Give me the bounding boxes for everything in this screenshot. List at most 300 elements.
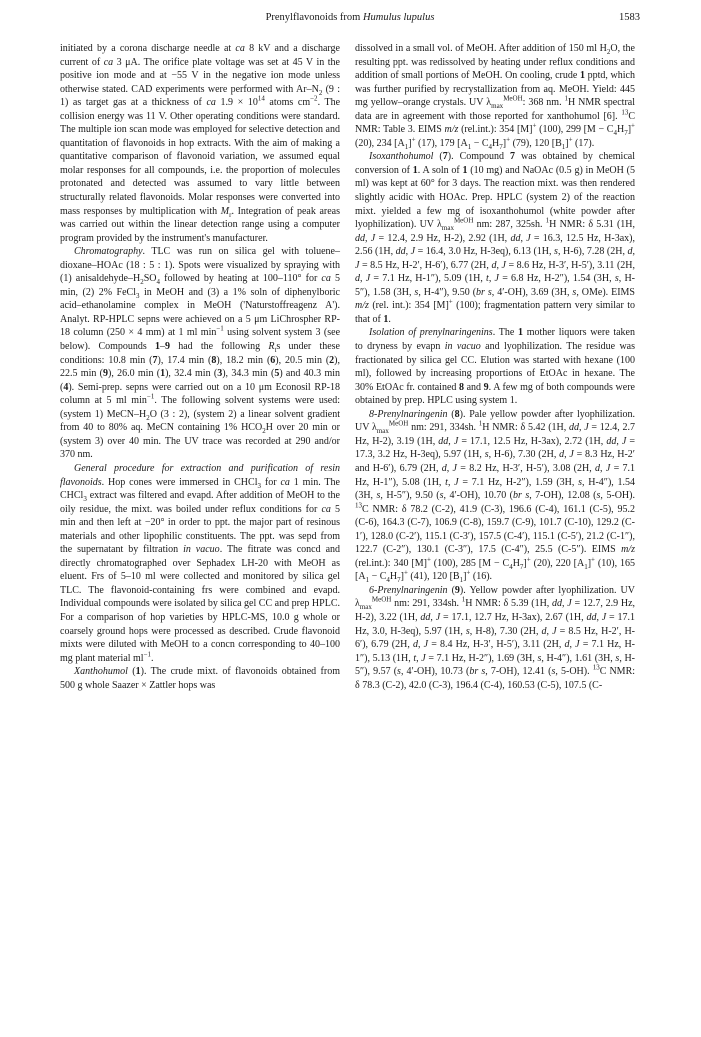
text-run: , H-6), 7.30 (2H, bbox=[488, 449, 560, 461]
text-run: , H-4″), 1.54 (3H, bbox=[355, 476, 635, 502]
text-run: 5 min, (2) 2% FeCl bbox=[60, 273, 340, 298]
text-run: J bbox=[526, 232, 531, 244]
text-run: = 8.5 Hz, H-2′, H-6′), 6.77 (2H, bbox=[359, 259, 492, 271]
text-run: m/z bbox=[444, 124, 459, 136]
text-run: max bbox=[359, 603, 372, 612]
paragraph-p5 bbox=[355, 42, 635, 150]
text-run: ). Compound bbox=[447, 151, 510, 163]
text-run: = 8.3 Hz, H-2′ and H-6′), 6.79 (2H, bbox=[355, 449, 635, 474]
text-run: , H-5″), 9.50 ( bbox=[380, 490, 440, 502]
text-run: s bbox=[397, 666, 401, 678]
text-run: , bbox=[446, 462, 453, 474]
text-run: , bbox=[520, 232, 527, 244]
text-run: dd bbox=[586, 611, 597, 623]
text-run: 6 bbox=[270, 354, 276, 366]
text-run: s bbox=[596, 490, 601, 502]
text-run: ] bbox=[587, 557, 592, 569]
text-run: ] bbox=[502, 137, 507, 149]
text-run: , bbox=[365, 232, 371, 244]
right-column bbox=[355, 42, 635, 692]
text-run: 4 bbox=[613, 129, 617, 138]
text-run: was obtained by chemical conversion of bbox=[355, 151, 635, 176]
text-run: (100), 299 [M − C bbox=[536, 124, 614, 136]
text-run: 1.9 × 10 bbox=[215, 97, 258, 109]
text-run: s bbox=[414, 286, 419, 298]
text-run: s bbox=[484, 449, 489, 461]
text-run: 1 bbox=[383, 313, 389, 325]
text-run: ] bbox=[523, 557, 527, 569]
text-run: + bbox=[532, 121, 537, 130]
text-run: 7 bbox=[442, 151, 448, 163]
text-run: , bbox=[360, 273, 366, 285]
text-run: s bbox=[615, 652, 620, 664]
text-run: d bbox=[491, 259, 497, 271]
text-run: , H-5″), 9.57 ( bbox=[355, 652, 635, 678]
text-run: t bbox=[486, 273, 489, 285]
text-run: , bbox=[546, 625, 553, 637]
text-run: , bbox=[416, 652, 422, 664]
text-run: , H-8), 7.30 (2H, bbox=[469, 625, 542, 637]
text-run: br s bbox=[476, 286, 492, 298]
text-run: J bbox=[454, 476, 459, 488]
text-run: d bbox=[595, 462, 601, 474]
text-run: 9 bbox=[102, 368, 108, 380]
text-run: (17). bbox=[572, 137, 595, 149]
text-run: , H-5″), 1.58 (3H, bbox=[355, 273, 636, 298]
text-run: H bbox=[616, 124, 625, 136]
running-title bbox=[60, 12, 640, 23]
text-run: ca bbox=[280, 476, 290, 488]
text-run: dd bbox=[438, 435, 449, 447]
paragraph-p1 bbox=[60, 42, 340, 245]
text-run: , bbox=[564, 449, 570, 461]
text-run: 1 bbox=[412, 164, 418, 176]
text-run: ), 32.4 min ( bbox=[165, 368, 218, 380]
text-run: in MeOH and (3) a 1% soln of diphenylboric acid–ethanolamine complex in MeOH ('Naturstoffreagenz A'). Analyt. RP-HPLC sepns were achieved on a 5 μm LiChrospher RP-18 column (250 × 4 mm) at 1 ml min bbox=[60, 286, 341, 339]
paragraph-p6 bbox=[355, 150, 635, 326]
text-run: ] bbox=[463, 571, 467, 583]
text-run: (100); fragmentation pattern very similar to that of bbox=[355, 300, 635, 325]
text-run: 1 bbox=[461, 596, 466, 605]
text-run: −1 bbox=[216, 325, 224, 334]
text-run: , 4′-OH), 10.70 ( bbox=[443, 490, 513, 502]
text-run: H bbox=[492, 137, 500, 149]
text-run: 1 bbox=[579, 70, 585, 82]
text-run: and lyophilization. The residue was fractionated by silica gel CC. Elution was started with hexane (100 ml), followed by increasing proportions of EtOAc in hexane. The 30% EtOAc fr. contained bbox=[355, 341, 635, 393]
text-run: nm: 287, 325sh. bbox=[473, 219, 546, 231]
text-run: J bbox=[584, 422, 589, 434]
text-run: . Integration of peak areas was carried out within the linear detection range using a computer program provided by the instrument's manufacturer. bbox=[60, 205, 340, 244]
text-run: max bbox=[491, 102, 504, 111]
text-run: 1 bbox=[404, 142, 409, 151]
text-run: 1 bbox=[478, 419, 483, 428]
text-run: J bbox=[435, 611, 441, 623]
text-run: , 5-OH). bbox=[600, 490, 635, 502]
text-run: 8-Prenylnaringenin bbox=[369, 408, 448, 420]
text-run: + bbox=[631, 121, 635, 130]
text-run: 7 bbox=[499, 142, 503, 151]
paragraph-p7 bbox=[355, 326, 635, 407]
text-run: J bbox=[453, 435, 459, 447]
text-run: 3 bbox=[217, 368, 223, 380]
text-run: d bbox=[559, 449, 565, 461]
text-run: = 17.1 Hz, 3.0, H-3eq), 5.97 (1H, bbox=[355, 611, 636, 637]
text-run: J bbox=[370, 232, 376, 244]
text-run: J bbox=[569, 449, 574, 461]
text-run: , 5-OH). bbox=[555, 666, 593, 678]
text-run: d bbox=[627, 246, 633, 258]
text-run: = 17.1, 12.7 Hz, H-3ax), 2.67 (1H, bbox=[440, 611, 587, 623]
text-run: d bbox=[564, 639, 570, 651]
text-run: 1 bbox=[459, 576, 464, 585]
text-run: = 7.1 Hz, H-2″), 1.69 (3H, bbox=[425, 652, 538, 664]
text-run: 4 bbox=[509, 562, 513, 571]
text-run: s bbox=[376, 490, 381, 502]
text-run: dd bbox=[355, 232, 365, 244]
text-run: br s bbox=[513, 490, 530, 502]
text-run: (9 : 1) as target gas at a thickness of bbox=[60, 83, 341, 109]
text-run: 4 bbox=[488, 142, 493, 151]
text-run: ) and 40.3 min ( bbox=[60, 368, 341, 393]
text-run: . TLC was run on silica gel with toluene–dioxane–HOAc (18 : 5 : 1). Spots were visualized by spraying with (1) anisaldehyde–H bbox=[60, 246, 340, 285]
text-run: + bbox=[506, 135, 511, 144]
text-run: 9 bbox=[165, 341, 170, 353]
running-title-species: Humulus lupulus bbox=[362, 12, 435, 23]
text-run: ca bbox=[235, 43, 245, 54]
text-run: ( bbox=[433, 151, 443, 163]
text-run: dd bbox=[510, 232, 521, 244]
text-run: (10 mg) and NaOAc (0.5 g) in MeOH (5 ml) was kept at 60° for 3 days. The reaction mixt. was then rendered slightly acidic with HOAc. Prep. HPLC (system 2) of the reaction mixt. yielded a few mg of isoxanthohumol (white powder after lyophilization). UV λ bbox=[355, 164, 635, 231]
text-run: s bbox=[614, 273, 619, 285]
text-run: ). The crude mixt. of flavonoids obtained from 500 g whole Saazer × Zattler hops was bbox=[60, 666, 340, 691]
text-run: 1 bbox=[135, 666, 141, 678]
text-run: = 7.1 Hz, H-1″), 5.08 (1H, bbox=[355, 462, 636, 488]
text-run: + bbox=[403, 569, 408, 577]
text-run: 8 kV and a discharge current of bbox=[60, 43, 340, 68]
text-run: = 12.4, 2.9 Hz, H-2), 2.92 (1H, bbox=[375, 232, 511, 244]
text-run: s bbox=[578, 476, 582, 488]
text-run: + bbox=[411, 135, 416, 144]
paragraph-p9 bbox=[355, 584, 635, 692]
text-run: J bbox=[552, 625, 557, 637]
text-run: using solvent system 3 (see below). Compounds bbox=[60, 327, 341, 353]
text-run: 1 bbox=[155, 341, 160, 353]
text-run: t bbox=[413, 652, 417, 664]
text-run: O (3 : 2), (system 2) a linear solvent gradient from 40 to 80% aq. MeCN containing 1% HCO bbox=[60, 408, 340, 434]
text-run: J bbox=[605, 462, 611, 474]
text-run: −2 bbox=[310, 94, 318, 103]
text-run: d bbox=[541, 625, 547, 637]
text-run: atoms cm bbox=[264, 97, 311, 109]
text-run: 7 bbox=[510, 151, 515, 163]
text-run: 1 bbox=[365, 576, 370, 585]
text-run: ] bbox=[627, 124, 632, 136]
text-run: MeOH bbox=[388, 419, 409, 428]
text-run: 7 bbox=[152, 354, 158, 366]
text-run: 8 bbox=[211, 354, 217, 366]
text-run: ( bbox=[127, 666, 136, 678]
text-run: extract was filtered and evapd. After addition of MeOH to the oily residue, the mixt. was boiled under reflux conditions for bbox=[60, 490, 340, 515]
text-run: d bbox=[441, 462, 447, 474]
text-run: C NMR: Table 3. EIMS bbox=[355, 110, 635, 136]
text-run: 5 bbox=[274, 368, 280, 380]
text-run: , bbox=[562, 598, 568, 610]
text-run: . Hop cones were immersed in CHCl bbox=[101, 476, 258, 488]
text-run: + bbox=[448, 298, 453, 307]
text-run: , bbox=[430, 611, 436, 623]
text-run: ), 17.4 min ( bbox=[157, 354, 212, 366]
text-run: ] bbox=[400, 571, 404, 583]
text-run: , 4′-OH), 10.73 ( bbox=[400, 666, 470, 678]
text-run: J bbox=[601, 611, 607, 623]
text-run: = 7.1 Hz, H-1″), 5.09 (1H, bbox=[370, 273, 487, 285]
text-run: C NMR: δ 78.2 (C-2), 41.9 (C-3), 196.6 (C-4), 161.1 (C-5), 95.2 (C-6), 164.3 (C-7), 106.9 (C-8), 159.7 (C-9), 101.7 (C-10), 129.2 (C-1′), 128.0 (C-2′), 115.1 (C-3′), 157.5 (C-4′), 115.1 (C-5′), 21.2 (C-1″), 122.7 (C-2″), 130.1 (C-3″), 17.5 (C-4″), 25.5 (C-5″). EIMS bbox=[355, 503, 635, 556]
paragraph-p2 bbox=[60, 245, 340, 462]
text-run: ca bbox=[321, 503, 331, 515]
text-run: = 12.7, 2.9 Hz, H-2), 3.22 (1H, bbox=[355, 598, 636, 623]
text-run: −1 bbox=[146, 392, 155, 401]
text-run: 9 bbox=[483, 381, 489, 393]
text-run: – bbox=[160, 341, 165, 353]
text-run: 3 μA. The orifice plate voltage was set at 45 V in the positive ion mode and at −55 V in the negative ion mode unless otherwise stated. CAD experiments were performed with Ar–N bbox=[60, 56, 340, 95]
text-run: , bbox=[447, 476, 455, 488]
text-run: ). Yellow powder after lyophilization. UV λ bbox=[355, 584, 635, 610]
text-run: . The bbox=[492, 327, 518, 339]
text-run: : 368 nm. bbox=[522, 97, 565, 109]
text-run: br s bbox=[469, 666, 486, 678]
text-run: . The following solvent systems were used: (system 1) MeCN–H bbox=[60, 395, 340, 420]
text-run: 3 bbox=[257, 481, 261, 490]
text-run: J bbox=[410, 246, 416, 258]
text-run: nm: 291, 334sh. bbox=[408, 422, 479, 434]
text-run: 2 bbox=[606, 48, 611, 56]
text-run: , bbox=[578, 422, 585, 434]
text-run: , bbox=[616, 435, 622, 447]
text-run: 1 bbox=[160, 368, 166, 380]
text-run: J bbox=[355, 259, 360, 271]
paragraph-p3 bbox=[60, 462, 340, 665]
text-run: , bbox=[488, 273, 495, 285]
text-run: ), 18.2 min ( bbox=[216, 354, 271, 366]
text-run: 4 bbox=[156, 278, 161, 287]
text-run: t bbox=[445, 476, 448, 488]
text-run: J bbox=[452, 462, 457, 474]
text-run: dd bbox=[395, 246, 406, 258]
text-run: dissolved in a small vol. of MeOH. After addition of 150 ml H bbox=[355, 43, 607, 54]
text-run: C NMR: δ 78.3 (C-2), 42.0 (C-3), 196.4 (C-4), 160.53 (C-5), 107.5 (C- bbox=[355, 666, 636, 691]
text-run: ), 20.5 min ( bbox=[275, 354, 330, 366]
text-run: r bbox=[229, 210, 232, 219]
text-run: ca bbox=[206, 97, 216, 109]
text-run: = 8.2 Hz, H-3′, H-5′), 3.08 (2H, bbox=[457, 462, 596, 474]
text-run: ), 22.5 min ( bbox=[60, 354, 341, 380]
running-header bbox=[60, 12, 640, 28]
text-run: ca bbox=[321, 273, 331, 285]
text-run: max bbox=[376, 427, 389, 436]
text-run: H NMR: δ 5.42 (1H, bbox=[482, 422, 569, 434]
text-run: + bbox=[466, 569, 471, 577]
text-run: , bbox=[596, 611, 602, 623]
text-run: for bbox=[260, 476, 281, 488]
text-run: . The fitrate was concd and directly chromatographed over Sephadex LH-20 with MeOH as eluent. Frs of 5–10 ml were collected and monitored by silica gel TLC. The flavonoid-containing frs were combined and evapd. Individual compounds were isolated by silica gel CC and prep HPLC. For a comparison of hop varieties by HPLC-MS, 10.0 g whole or coarsely ground hops were processed as described. Crude flavonoid mixts were diluted with MeOH to a concn corresponding to 40–100 mg plant material ml bbox=[60, 544, 341, 664]
text-run: SO bbox=[143, 273, 157, 285]
text-run: , bbox=[496, 259, 502, 271]
text-run: , bbox=[632, 246, 635, 258]
text-run: General procedure for extraction and purification of resin flavonoids bbox=[60, 462, 340, 488]
text-run: MeOH bbox=[503, 94, 523, 103]
text-run: 13 bbox=[355, 501, 362, 510]
text-run: (10), 165 [A bbox=[355, 557, 635, 583]
text-run: ( bbox=[447, 584, 455, 596]
text-run: (rel.int.): 340 [M] bbox=[355, 557, 427, 569]
text-run: , bbox=[448, 435, 454, 447]
text-run: dd bbox=[606, 435, 617, 447]
text-run: 1 bbox=[584, 562, 588, 571]
text-run: ). Pale yellow powder after lyophilization. UV λ bbox=[355, 408, 635, 434]
text-run: , H-4″), 9.50 ( bbox=[418, 286, 477, 298]
text-run: s bbox=[572, 286, 577, 298]
text-run: s bbox=[551, 666, 556, 678]
text-run: s bbox=[465, 625, 470, 637]
text-run: ), 34.3 min ( bbox=[222, 368, 275, 380]
text-run: 3 bbox=[83, 495, 87, 504]
text-run: , 7-OH), 12.41 ( bbox=[485, 666, 552, 678]
text-run: ). Semi-prep. sepns were carried out on a 10 μm Econosil RP-18 column at 5 ml min bbox=[60, 381, 340, 407]
paragraph-p4 bbox=[60, 665, 340, 692]
text-run: (41), 120 [B bbox=[407, 571, 460, 583]
text-run: 4 bbox=[386, 576, 390, 585]
text-run: ), 26.0 min ( bbox=[107, 368, 161, 380]
text-run: − C bbox=[471, 137, 489, 149]
text-run: H bbox=[389, 571, 398, 583]
text-run: 1 bbox=[517, 327, 523, 339]
text-run: Isolation of prenylnaringenins bbox=[369, 327, 493, 339]
text-run: , OMe). EIMS bbox=[576, 286, 635, 298]
page-number: 1583 bbox=[619, 12, 640, 23]
text-run: (rel. int.): 354 [M] bbox=[368, 300, 449, 312]
text-run: J bbox=[365, 273, 371, 285]
text-run: (16). bbox=[470, 571, 493, 583]
text-run: s bbox=[554, 246, 558, 258]
text-run: ] bbox=[408, 137, 412, 149]
text-run: in vacuo bbox=[183, 544, 220, 556]
text-run: 4 bbox=[63, 381, 69, 393]
text-run: , 7-OH), 12.08 ( bbox=[529, 490, 597, 502]
text-run: (20), 234 [A bbox=[355, 137, 405, 149]
text-run: (rel.int.): 354 [M] bbox=[458, 124, 533, 136]
text-run: nm: 291, 334sh. bbox=[391, 598, 462, 610]
text-run: 6-Prenylnaringenin bbox=[369, 584, 448, 596]
running-title-prefix: Prenylflavonoids from bbox=[265, 12, 363, 23]
text-run: d bbox=[355, 273, 360, 285]
text-run: J bbox=[501, 259, 506, 271]
text-run: = 12.4, 2.7 Hz, H-2), 3.19 (1H, bbox=[355, 422, 636, 447]
text-run: , 4′-OH), 3.69 (3H, bbox=[491, 286, 573, 298]
text-run: = 17.1, 12.5 Hz, H-3ax), 2.72 (1H, bbox=[458, 435, 607, 447]
text-run: H NMR spectral data are in agreement with those reported for xanthohumol [6]. bbox=[355, 97, 635, 122]
text-run: 2 bbox=[329, 354, 335, 366]
text-run: J bbox=[567, 598, 572, 610]
text-run: = 16.4, 3.0 Hz, H-3eq), 6.13 (1H, bbox=[415, 246, 555, 258]
text-run: 1 bbox=[561, 142, 566, 151]
text-run: 3 bbox=[136, 291, 140, 300]
text-run: H NMR: δ 5.39 (1H, bbox=[465, 598, 553, 610]
text-run: 8 bbox=[454, 408, 460, 420]
text-run: J bbox=[575, 639, 580, 651]
text-run: mother liquors were taken to dryness by evapn bbox=[355, 327, 635, 353]
text-run: s under these conditions: 10.8 min ( bbox=[60, 341, 340, 366]
text-run: s bbox=[439, 490, 444, 502]
text-run: 5 min and then left at −20° in order to ppt. the major part of resinous materials and other lipophilic constituents. The ppt. was sepd from the supernatant by filtration bbox=[60, 503, 340, 556]
text-run: J bbox=[621, 435, 627, 447]
text-run: . bbox=[151, 652, 154, 664]
text-run: 13 bbox=[621, 108, 629, 117]
text-run: −1 bbox=[143, 650, 152, 659]
text-run: Xanthohumol bbox=[74, 666, 128, 678]
text-run: H NMR: δ 5.31 (1H, bbox=[549, 219, 635, 231]
text-run: initiated by a corona discharge needle at bbox=[60, 43, 236, 54]
text-run: 14 bbox=[257, 94, 265, 103]
text-run: 2 bbox=[318, 88, 323, 97]
text-run: H bbox=[512, 557, 520, 569]
text-run: (79), 120 [B bbox=[510, 137, 562, 149]
text-run: m/z bbox=[355, 300, 369, 312]
text-run: t bbox=[274, 346, 277, 355]
text-run: pptd, which was further purified by recrystallization from aq. MeOH. Yield: 445 mg yellow–orange crystals. UV λ bbox=[355, 70, 635, 109]
text-run: 9 bbox=[454, 584, 460, 596]
text-run: d bbox=[413, 639, 418, 651]
text-run: ( bbox=[447, 408, 455, 420]
text-run: dd bbox=[552, 598, 563, 610]
text-run: = 17.3, 3.2 Hz, H-3eq), 5.97 (1H, bbox=[355, 435, 636, 461]
text-run: = 8.4 Hz, H-3′, H-5′), 3.11 (2H, bbox=[428, 639, 565, 651]
text-run: 8 bbox=[459, 381, 465, 393]
text-run: MeOH bbox=[453, 216, 474, 225]
text-run: = 6.8 Hz, H-2″), 1.54 (3H, bbox=[498, 273, 615, 285]
text-run: M bbox=[220, 205, 230, 217]
text-run: 13 bbox=[592, 663, 600, 672]
text-run: = 16.3, 12.5 Hz, H-3ax), 2.56 (1H, bbox=[355, 232, 636, 258]
text-run: . The collision energy was 11 V. Other operating conditions were standard. The multiple ion scan mode was employed for selective detection and quantitation of flavonoids in hop extracts. With the aim of making a quantitative comparison of flavonoid variation, we assumed equal molar responses for all compounds, i.e. the proportion of molecules protonated and detected was assumed to vary little between structurally related flavonoids. Molar responses were converted into mass responses by multiplication with bbox=[60, 97, 341, 217]
text-run: J bbox=[423, 639, 429, 651]
text-run: and bbox=[464, 381, 484, 393]
text-run: , H-4″), 1.61 (3H, bbox=[541, 652, 616, 664]
text-run: , H-6), 7.28 (2H, bbox=[557, 246, 628, 258]
text-run: = 7.1 Hz, H-2″), 1.59 (3H, bbox=[458, 476, 579, 488]
text-run: 7 bbox=[397, 576, 401, 585]
text-run: + bbox=[526, 555, 531, 564]
text-run: max bbox=[441, 224, 454, 233]
text-run: 1 bbox=[462, 164, 468, 176]
text-run: s bbox=[537, 652, 542, 664]
text-run: , bbox=[405, 246, 411, 258]
left-column bbox=[60, 42, 340, 692]
text-run: R bbox=[268, 341, 275, 353]
text-run: , bbox=[569, 639, 576, 651]
text-run: 2 bbox=[140, 278, 144, 287]
text-run: 7 bbox=[624, 129, 628, 138]
text-run: , bbox=[418, 639, 424, 651]
text-run: dd bbox=[420, 611, 431, 623]
text-run: − C bbox=[369, 571, 387, 583]
text-run: + bbox=[568, 135, 573, 144]
text-run: H over 20 min or (system 3) over 40 min. The UV trace was recorded at 290 and/or 370 nm. bbox=[60, 422, 340, 461]
text-run: Isoxanthohumol bbox=[369, 151, 434, 163]
text-run: in vacuo bbox=[444, 341, 481, 353]
text-run: 1 bbox=[467, 142, 472, 151]
text-run: . A soln of bbox=[417, 164, 463, 176]
text-run: 2 bbox=[262, 427, 266, 436]
